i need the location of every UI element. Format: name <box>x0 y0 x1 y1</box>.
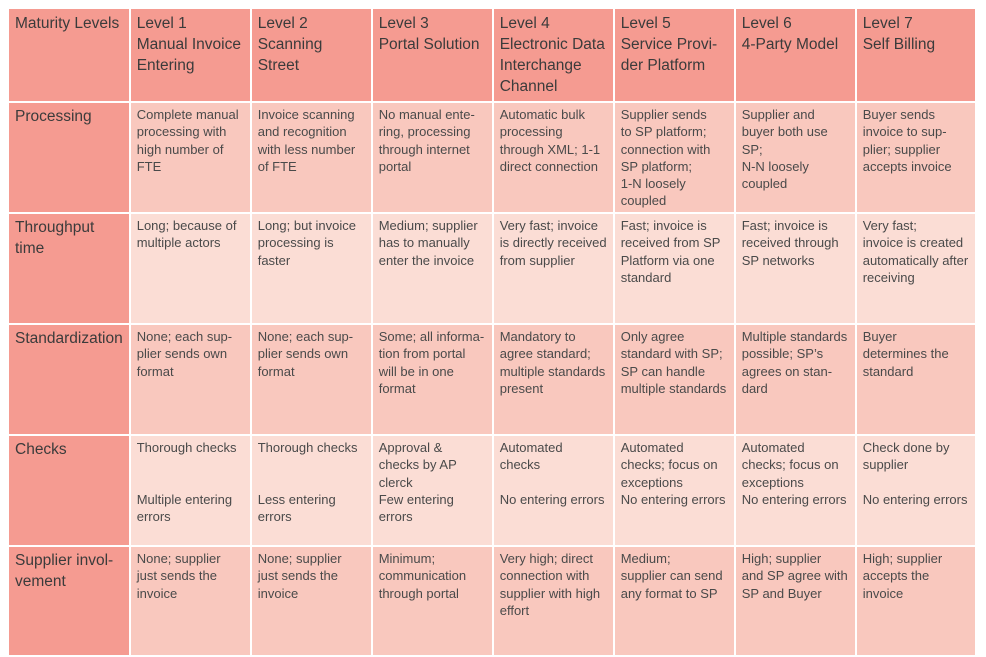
table-cell <box>736 436 855 545</box>
cell-text-line: SP platform; <box>620 158 693 174</box>
cell-text-line: Level 6 <box>741 15 792 32</box>
cell-text-line: High; supplier <box>862 551 943 566</box>
table-cell <box>736 547 855 655</box>
cell-text-line: Few entering <box>378 491 454 507</box>
cell-text-line: Fast; invoice is <box>741 218 828 233</box>
table-cell <box>252 436 371 545</box>
cell-text-line: der Platform <box>620 57 706 74</box>
cell-text-line: Some; all informa- <box>378 329 485 344</box>
cell-text-line: invoice <box>257 585 299 601</box>
cell-text-line: coupled <box>741 176 788 192</box>
cell-text-line: Buyer <box>862 329 897 344</box>
cell-text-line: Scanning <box>257 36 323 53</box>
cell-text-line: Invoice scanning <box>257 107 355 122</box>
cell-text-line: Checks <box>15 441 67 458</box>
cell-text-line: None; supplier <box>257 551 342 566</box>
cell-text-line: Automated <box>620 440 684 455</box>
cell-spacer <box>258 456 365 473</box>
cell-text-line: vement <box>15 573 66 590</box>
table-cell <box>857 325 975 434</box>
corner-header <box>9 9 129 101</box>
cell-text-line: receiving <box>862 269 915 285</box>
cell-text-line: Minimum; <box>378 551 436 566</box>
throughput-time-row <box>9 214 975 323</box>
maturity-table-container <box>7 7 977 657</box>
row-header-standardization <box>9 325 129 434</box>
table-cell <box>857 214 975 323</box>
table-cell <box>736 103 855 212</box>
cell-spacer <box>500 474 607 491</box>
cell-text-line: ring, processing <box>378 124 471 140</box>
cell-text-line: SP; <box>741 141 763 157</box>
cell-text-line: through XML; 1-1 <box>499 141 601 157</box>
cell-text-line: Less entering <box>257 491 336 507</box>
table-cell <box>373 103 492 212</box>
cell-text-line: Long; but invoice <box>257 218 357 233</box>
table-cell <box>494 325 613 434</box>
cell-text-line: Street <box>257 57 300 74</box>
cell-text-line: multiple standards <box>620 380 727 396</box>
cell-text-line: format <box>136 363 174 379</box>
cell-text-line: with less number <box>257 141 356 157</box>
cell-text-line: just sends the <box>257 568 338 584</box>
cell-text-line: Complete manual <box>136 107 239 122</box>
level-header <box>131 9 250 101</box>
cell-text-line: agrees on stan- <box>741 363 833 379</box>
cell-text-line: communication <box>378 568 467 584</box>
table-cell <box>736 214 855 323</box>
cell-text-line: No entering errors <box>499 491 605 507</box>
cell-text-line: errors <box>378 509 413 525</box>
cell-text-line: Level 2 <box>257 15 308 32</box>
cell-text-line: Very high; direct <box>499 551 593 566</box>
cell-text-line: Supplier sends <box>620 107 707 122</box>
cell-text-line: is directly received <box>499 235 607 251</box>
cell-text-line: SP and Buyer <box>741 585 822 601</box>
cell-text-line: plier sends own <box>136 346 228 362</box>
cell-text-line: supplier with high <box>499 585 601 601</box>
table-cell <box>131 547 250 655</box>
cell-text-line: received through <box>741 235 839 251</box>
cell-text-line: N-N loosely <box>741 158 809 174</box>
cell-text-line: invoice <box>862 585 904 601</box>
cell-text-line: Mandatory to <box>499 329 576 344</box>
level-header <box>615 9 734 101</box>
cell-text-line: Check done by <box>862 440 950 455</box>
cell-text-line: enter the invoice <box>378 252 475 268</box>
cell-text-line: invoice <box>136 585 178 601</box>
cell-text-line: Only agree <box>620 329 685 344</box>
cell-text-line: Processing <box>15 108 92 125</box>
cell-text-line: Portal Solution <box>378 36 480 53</box>
cell-text-line: faster <box>257 252 291 268</box>
cell-text-line: Very fast; <box>862 218 917 233</box>
cell-text-line: determines the <box>862 346 949 362</box>
cell-text-line: buyer both use <box>741 124 828 140</box>
cell-text-line: accepts the <box>862 568 930 584</box>
cell-text-line: Buyer sends <box>862 107 935 122</box>
cell-text-line: just sends the <box>136 568 217 584</box>
cell-text-line: Channel <box>499 78 558 95</box>
table-cell <box>736 325 855 434</box>
cell-text-line: time <box>15 240 45 257</box>
cell-text-line: Long; because of <box>136 218 237 233</box>
table-cell <box>615 214 734 323</box>
table-cell <box>615 325 734 434</box>
cell-text-line: FTE <box>136 158 162 174</box>
table-cell <box>494 436 613 545</box>
cell-text-line: checks by AP <box>378 457 457 473</box>
table-cell <box>252 214 371 323</box>
cell-text-line: accepts invoice <box>862 158 952 174</box>
processing-row <box>9 103 975 212</box>
cell-spacer <box>137 456 244 473</box>
table-cell <box>494 103 613 212</box>
cell-text-line: connection with <box>620 141 711 157</box>
cell-text-line: Platform via one <box>620 252 715 268</box>
cell-text-line: Multiple standards <box>741 329 848 344</box>
cell-text-line: Supplier and <box>741 107 815 122</box>
cell-text-line: tion from portal <box>378 346 466 362</box>
header-row <box>9 9 975 101</box>
table-cell <box>615 103 734 212</box>
cell-text-line: supplier can send <box>620 568 723 584</box>
cell-text-line: portal <box>378 158 412 174</box>
cell-text-line: of FTE <box>257 158 297 174</box>
row-header-supplier-involvement <box>9 547 129 655</box>
table-cell <box>494 547 613 655</box>
cell-text-line: Thorough checks <box>257 440 358 455</box>
cell-text-line: effort <box>499 602 530 618</box>
cell-text-line: No entering errors <box>620 491 726 507</box>
cell-text-line: has to manually <box>378 235 470 251</box>
cell-text-line: errors <box>257 509 292 525</box>
row-header-throughput-time <box>9 214 129 323</box>
cell-text-line: high number of <box>136 141 224 157</box>
cell-text-line: 4-Party Model <box>741 36 839 53</box>
cell-text-line: invoice is created <box>862 235 964 251</box>
maturity-levels-table <box>7 7 977 657</box>
cell-text-line: standard with SP; <box>620 346 723 362</box>
level-header <box>736 9 855 101</box>
table-cell <box>252 325 371 434</box>
cell-text-line: checks <box>499 457 541 473</box>
table-cell <box>131 214 250 323</box>
cell-text-line: None; supplier <box>136 551 221 566</box>
cell-spacer <box>863 474 969 491</box>
cell-text-line: Automatic bulk <box>499 107 585 122</box>
cell-text-line: Level 7 <box>862 15 913 32</box>
cell-text-line: standard <box>862 363 914 379</box>
cell-text-line: from supplier <box>499 252 575 268</box>
cell-text-line: supplier <box>862 457 909 473</box>
cell-text-line: Very fast; invoice <box>499 218 598 233</box>
cell-text-line: coupled <box>620 193 667 209</box>
level-header <box>252 9 371 101</box>
cell-text-line: Automated <box>741 440 805 455</box>
cell-text-line: through internet <box>378 141 470 157</box>
cell-text-line: received from SP <box>620 235 721 251</box>
cell-text-line: Medium; <box>620 551 671 566</box>
cell-text-line: None; each sup- <box>136 329 233 344</box>
cell-text-line: 1-N loosely <box>620 176 686 192</box>
row-header-processing <box>9 103 129 212</box>
cell-text-line: Throughput <box>15 219 95 236</box>
cell-text-line: standard <box>620 269 672 285</box>
cell-text-line: Medium; supplier <box>378 218 478 233</box>
cell-text-line: Supplier invol- <box>15 552 114 569</box>
table-cell <box>131 436 250 545</box>
cell-text-line: and recognition <box>257 124 347 140</box>
table-cell <box>373 325 492 434</box>
cell-text-line: exceptions <box>741 474 804 490</box>
cell-text-line: processing <box>499 124 563 140</box>
cell-spacer <box>258 474 365 491</box>
cell-text-line: Self Billing <box>862 36 936 53</box>
cell-text-line: Level 1 <box>136 15 187 32</box>
level-header <box>857 9 975 101</box>
cell-text-line: No entering errors <box>862 491 968 507</box>
cell-text-line: Approval & <box>378 440 443 455</box>
checks-row <box>9 436 975 545</box>
cell-text-line: agree standard; <box>499 346 591 362</box>
cell-text-line: present <box>499 380 544 396</box>
table-cell <box>857 436 975 545</box>
cell-text-line: plier; supplier <box>862 141 941 157</box>
table-cell <box>373 436 492 545</box>
cell-text-line: will be in one <box>378 363 454 379</box>
cell-text-line: errors <box>136 509 171 525</box>
table-cell <box>373 214 492 323</box>
corner-header-text: Maturity Levels <box>15 15 120 32</box>
cell-text-line: connection with <box>499 568 590 584</box>
cell-text-line: exceptions <box>620 474 683 490</box>
table-cell <box>857 547 975 655</box>
cell-spacer <box>137 474 244 491</box>
cell-text-line: Interchange <box>499 57 582 74</box>
table-cell <box>373 547 492 655</box>
level-header <box>373 9 492 101</box>
level-header <box>494 9 613 101</box>
cell-text-line: possible; SP’s <box>741 346 824 362</box>
cell-text-line: to SP platform; <box>620 124 707 140</box>
cell-text-line: Entering <box>136 57 195 74</box>
cell-text-line: clerck <box>378 474 413 490</box>
cell-text-line: SP can handle <box>620 363 706 379</box>
cell-text-line: Electronic Data <box>499 36 605 53</box>
table-cell <box>131 103 250 212</box>
table-cell <box>252 547 371 655</box>
cell-text-line: No manual ente- <box>378 107 475 122</box>
cell-text-line: multiple actors <box>136 235 221 251</box>
cell-text-line: format <box>378 380 416 396</box>
cell-text-line: plier sends own <box>257 346 349 362</box>
table-cell <box>857 103 975 212</box>
cell-text-line: Manual Invoice <box>136 36 241 53</box>
cell-text-line: multiple standards <box>499 363 606 379</box>
cell-text-line: checks; focus on <box>620 457 718 473</box>
row-header-checks <box>9 436 129 545</box>
table-cell <box>615 547 734 655</box>
supplier-involvement-row <box>9 547 975 655</box>
cell-text-line: SP networks <box>741 252 815 268</box>
standardization-row <box>9 325 975 434</box>
cell-text-line: Standardization <box>15 330 123 347</box>
cell-text-line: and SP agree with <box>741 568 848 584</box>
cell-text-line: Level 5 <box>620 15 671 32</box>
cell-text-line: High; supplier <box>741 551 822 566</box>
cell-text-line: processing with <box>136 124 227 140</box>
cell-text-line: None; each sup- <box>257 329 354 344</box>
cell-text-line: direct connection <box>499 158 598 174</box>
cell-text-line: Level 4 <box>499 15 550 32</box>
table-cell <box>615 436 734 545</box>
cell-text-line: Thorough checks <box>136 440 237 455</box>
cell-text-line: Automated <box>499 440 563 455</box>
cell-text-line: through portal <box>378 585 459 601</box>
table-cell <box>131 325 250 434</box>
cell-text-line: Fast; invoice is <box>620 218 707 233</box>
cell-text-line: No entering errors <box>741 491 847 507</box>
cell-text-line: processing is <box>257 235 334 251</box>
cell-text-line: any format to SP <box>620 585 718 601</box>
cell-text-line: automatically after <box>862 252 969 268</box>
cell-text-line: Multiple entering <box>136 491 233 507</box>
table-cell <box>494 214 613 323</box>
cell-text-line: format <box>257 363 295 379</box>
cell-text-line: Service Provi- <box>620 36 718 53</box>
cell-text-line: dard <box>741 380 768 396</box>
cell-text-line: invoice to sup- <box>862 124 947 140</box>
cell-text-line: Level 3 <box>378 15 429 32</box>
cell-text-line: checks; focus on <box>741 457 839 473</box>
table-cell <box>252 103 371 212</box>
